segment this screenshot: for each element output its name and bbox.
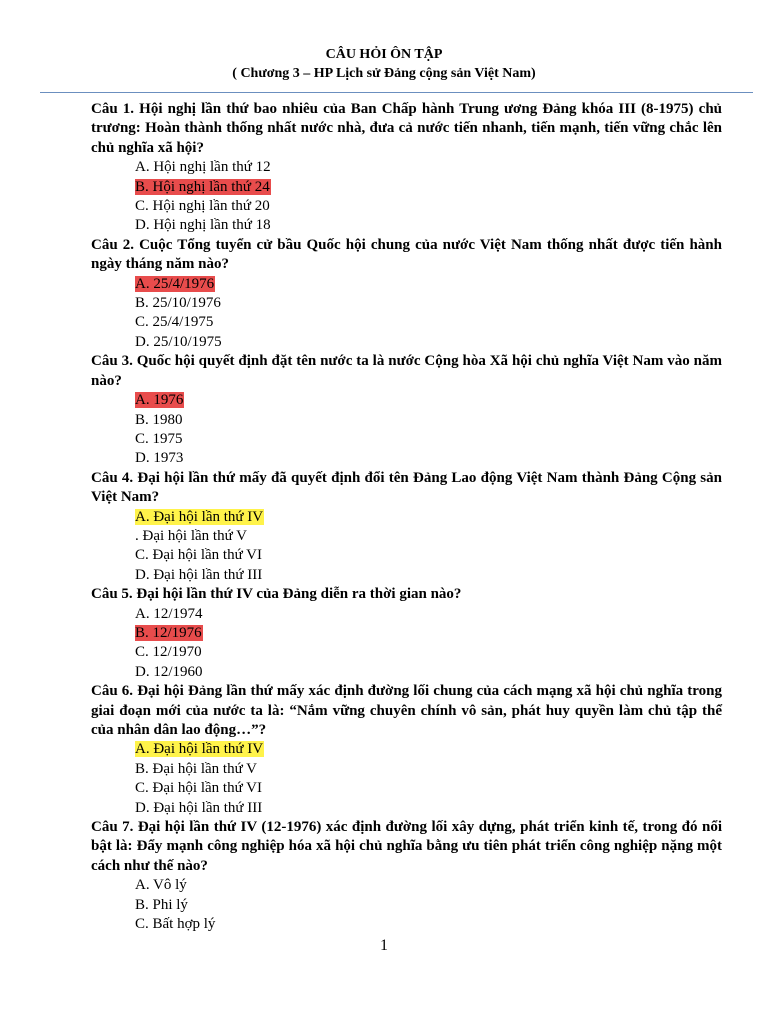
question-7-option-c: C. Bất hợp lý bbox=[135, 916, 216, 933]
question-4-option-c: C. Đại hội lần thứ VI bbox=[135, 547, 263, 564]
question-1-option-b bbox=[135, 178, 722, 197]
question-1-option-c: C. Hội nghị lần thứ 20 bbox=[135, 198, 270, 215]
question-5-option-a: A. 12/1974 bbox=[135, 605, 203, 622]
document-header bbox=[0, 45, 768, 83]
question-2-option-d: D. 25/10/1975 bbox=[135, 333, 222, 350]
question-4-option-a bbox=[135, 508, 722, 527]
answer-highlight: A. Đại hội lần thứ IV bbox=[135, 741, 264, 758]
answer-highlight: A. Đại hội lần thứ IV bbox=[135, 508, 264, 525]
question-4-option-b: . Đại hội lần thứ V bbox=[135, 527, 248, 544]
question-2-option-a bbox=[135, 275, 722, 294]
question-1-option-a: A. Hội nghị lần thứ 12 bbox=[135, 159, 271, 176]
question-3-option-c: C. 1975 bbox=[135, 430, 183, 447]
document-subtitle: ( Chương 3 – HP Lịch sử Đảng cộng sản Việt Nam) bbox=[232, 66, 536, 81]
question-1-option-d: D. Hội nghị lần thứ 18 bbox=[135, 217, 271, 234]
question-5-option-b bbox=[135, 624, 722, 643]
document-title: CÂU HỎI ÔN TẬP bbox=[325, 47, 443, 62]
question-6-option-b: B. Đại hội lần thứ V bbox=[135, 760, 258, 777]
header-divider bbox=[40, 92, 753, 93]
question-7-option-a: A. Vô lý bbox=[135, 877, 187, 894]
question-3-option-b: B. 1980 bbox=[135, 411, 183, 428]
answer-highlight: A. 25/4/1976 bbox=[135, 275, 215, 292]
question-3-option-d: D. 1973 bbox=[135, 450, 184, 467]
question-2-option-c: C. 25/4/1975 bbox=[135, 314, 214, 331]
question-5-option-c: C. 12/1970 bbox=[135, 644, 202, 661]
answer-highlight: A. 1976 bbox=[135, 392, 184, 409]
question-7-text: Câu 7. Đại hội lần thứ IV (12-1976) xác định đường lối xây dựng, phát triển kinh tế, trong đó nổi bật là: Đẩy mạnh công nghiệp hóa xã hội chủ nghĩa bằng ưu tiên phát triển công nghiệp nặng một cách như thế nào? bbox=[91, 819, 722, 874]
answer-highlight: B. 12/1976 bbox=[135, 624, 202, 641]
question-5-option-d: D. 12/1960 bbox=[135, 663, 203, 680]
question-3-option-a bbox=[135, 391, 722, 410]
question-3-text: Câu 3. Quốc hội quyết định đặt tên nước ta là nước Cộng hòa Xã hội chủ nghĩa Việt Nam vào năm nào? bbox=[91, 353, 722, 389]
question-2-option-b: B. 25/10/1976 bbox=[135, 295, 221, 312]
question-2-text: Câu 2. Cuộc Tổng tuyển cử bầu Quốc hội chung của nước Việt Nam thống nhất được tiến hành ngày tháng năm nào? bbox=[91, 236, 722, 273]
page-number: 1 bbox=[380, 937, 388, 954]
question-6-option-d: D. Đại hội lần thứ III bbox=[135, 799, 263, 816]
question-6-option-c: C. Đại hội lần thứ VI bbox=[135, 780, 263, 797]
question-4-option-d: D. Đại hội lần thứ III bbox=[135, 566, 263, 583]
question-6-text: Câu 6. Đại hội Đảng lần thứ mấy xác định đường lối chung của cách mạng xã hội chủ nghĩa trong giai đoạn mới của nước ta là: “Nắm vững chuyên chính vô sản, phát huy quyền làm chủ tập thể của nhân dân lao động…”? bbox=[91, 683, 722, 738]
question-5-text: Câu 5. Đại hội lần thứ IV của Đảng diễn ra thời gian nào? bbox=[91, 586, 462, 603]
question-list bbox=[91, 100, 722, 934]
question-4-text: Câu 4. Đại hội lần thứ mấy đã quyết định đổi tên Đảng Lao động Việt Nam thành Đảng Cộng sản Việt Nam? bbox=[91, 469, 722, 506]
answer-highlight: B. Hội nghị lần thứ 24 bbox=[135, 178, 270, 195]
question-7-option-b: B. Phi lý bbox=[135, 896, 188, 913]
question-6-option-a bbox=[135, 740, 722, 759]
question-1-text: Câu 1. Hội nghị lần thứ bao nhiêu của Ban Chấp hành Trung ương Đảng khóa III (8-1975) chủ trương: Hoàn thành thống nhất nước nhà, đưa cả nước tiến nhanh, tiến mạnh, tiến vững chắc lên chủ nghĩa xã hội? bbox=[91, 101, 722, 156]
